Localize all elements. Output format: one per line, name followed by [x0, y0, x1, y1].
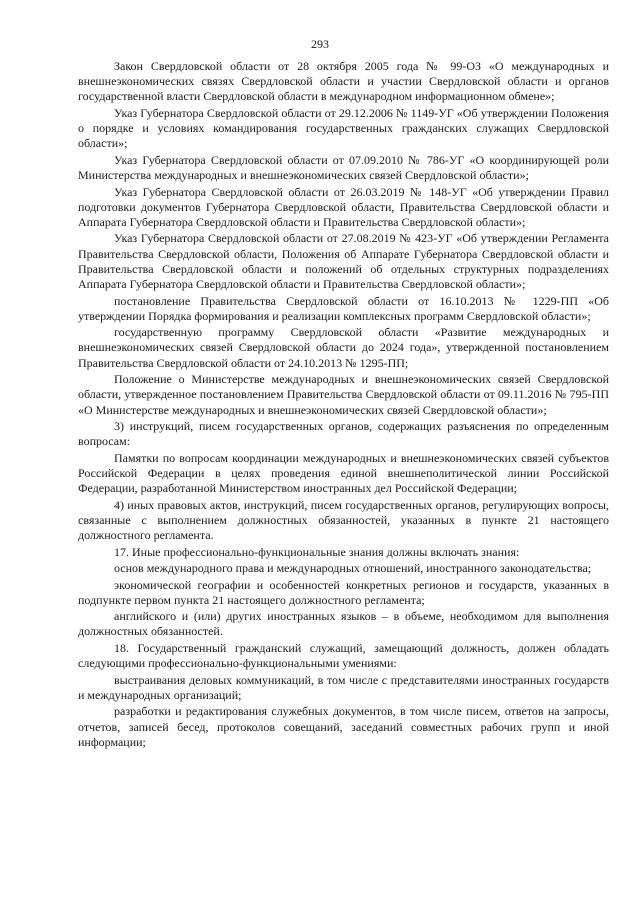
paragraph-item-4: 4) иных правовых актов, инструкций, писем государственных органов, регулирующих вопросы, связанные с выполнением должностных обязанностей, указанных в пункте 21 настоящего должностного регламента. — [78, 497, 609, 543]
paragraph-languages: английского и (или) других иностранных языков – в объеме, необходимом для выполнения должностных обязанностей. — [78, 609, 609, 639]
paragraph-economic-geography: экономической географии и особенностей конкретных регионов и государств, указанных в подпункте первом пункта 21 настоящего должностного регламента; — [78, 577, 609, 607]
paragraph-decree-148: Указ Губернатора Свердловской области от 26.03.2019 № 148-УГ «Об утверждении Правил подготовки документов Губернатора Свердловской области, Правительства Свердловской области и Аппарата Губернатора Свердловской области и Правительства Свердловской области»; — [78, 184, 609, 229]
paragraph-memo: Памятки по вопросам координации международных и внешнеэкономических связей субъектов Российской Федерации в целях проведения единой внешнеполитической линии Российской Федерации, разработанной Министерством иностранных дел Российской Федерации; — [78, 450, 609, 496]
paragraph-business-communications: выстраивания деловых коммуникаций, в том числе с представителями иностранных государств и международных организаций; — [78, 672, 609, 702]
paragraph-decree-423: Указ Губернатора Свердловской области от 27.08.2019 № 423-УГ «Об утверждении Регламента Правительства Свердловской области, Положения об Аппарате Губернатора Свердловской области и Правительства Свердловской области и положений об отдельных структурных подразделениях Аппарата Губернатора Свердловской области и Правительства Свердловской области»; — [78, 231, 609, 292]
paragraph-section-18: 18. Государственный гражданский служащий, замещающий должность, должен обладать следующими профессионально-функциональными умениями: — [78, 640, 609, 671]
document-body — [78, 59, 609, 751]
paragraph-decree-786: Указ Губернатора Свердловской области от 07.09.2010 № 786-УГ «О координирующей роли Министерства международных и внешнеэкономических связей Свердловской области»; — [78, 152, 609, 183]
paragraph-decree-1149: Указ Губернатора Свердловской области от 29.12.2006 № 1149-УГ «Об утверждении Положения о порядке и условиях командирования государственных гражданских служащих Свердловской области»; — [78, 105, 609, 151]
paragraph-document-drafting: разработки и редактирования служебных документов, в том числе писем, ответов на запросы, отчетов, записей бесед, протоколов совещаний, заседаний совместных рабочих групп и иной информации; — [78, 704, 609, 749]
paragraph-section-17: 17. Иные профессионально-функциональные знания должны включать знания: — [114, 544, 520, 559]
paragraph-international-law: основ международного права и международных отношений, иностранного законодательства; — [114, 561, 592, 576]
paragraph-resolution-1229: постановление Правительства Свердловской области от 16.10.2013 № 1229-ПП «Об утверждении Порядка формирования и реализации комплексных программ Свердловской области»; — [78, 293, 609, 323]
page-number: 293 — [311, 37, 329, 51]
paragraph-ministry-regulation: Положение о Министерстве международных и внешнеэкономических связей Свердловской области, утвержденное постановлением Правительства Свердловской области от 09.11.2016 № 795-ПП «О Министерстве международных и внешнеэкономических связей Свердловской области»; — [78, 372, 609, 417]
paragraph-state-program: государственную программу Свердловской области «Развитие международных и внешнеэкономических связей Свердловской области до 2024 года», утвержденной постановлением Правительства Свердловской области от 24.10.2013 № 1295-ПП; — [78, 325, 609, 370]
paragraph-law-99-oz: Закон Свердловской области от 28 октября 2005 года № 99-ОЗ «О международных и внешнеэкономических связях Свердловской области и участии Свердловской области и органов государственной власти Свердловской области в международном информационном обмене»; — [78, 59, 609, 104]
paragraph-item-3: 3) инструкций, писем государственных органов, содержащих разъяснения по определенным вопросам: — [78, 419, 609, 449]
